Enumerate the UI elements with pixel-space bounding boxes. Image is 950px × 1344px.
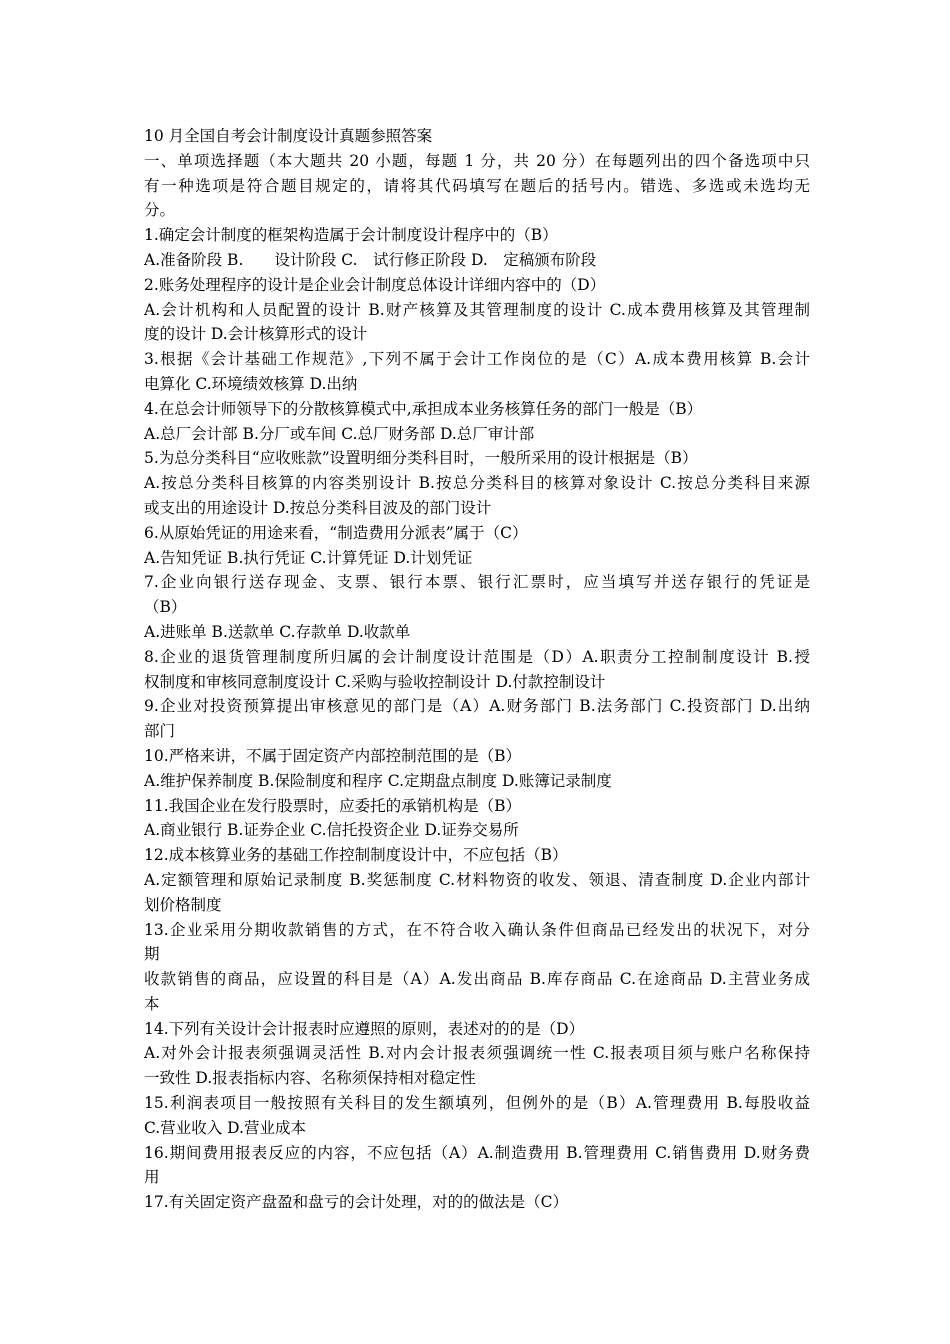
document-title: 10 月全国自考会计制度设计真题参照答案	[144, 127, 433, 145]
text-line: 权制度和审核同意制度设计 C.采购与验收控制设计 D.付款控制设计	[144, 672, 606, 691]
text-line: A.维护保养制度 B.保险制度和程序 C.定期盘点制度 D.账簿记录制度	[144, 771, 612, 790]
document-body	[144, 124, 810, 1215]
text-line: A.按总分类科目核算的内容类别设计 B.按总分类科目的核算对象设计 C.按总分类科目来源	[144, 474, 810, 493]
text-line: 16.期间费用报表反应的内容，不应包括（A）A.制造费用 B.管理费用 C.销售费用 D.财务费	[144, 1143, 810, 1162]
text-line: 用	[144, 1168, 160, 1187]
text-line: 电算化 C.环境绩效核算 D.出纳	[144, 374, 358, 393]
text-line: A.进账单 B.送款单 C.存款单 D.收款单	[144, 622, 411, 641]
text-line: 15.利润表项目一般按照有关科目的发生额填列，但例外的是（B）A.管理费用 B.每股收益	[144, 1094, 810, 1113]
text-line: A.告知凭证 B.执行凭证 C.计算凭证 D.计划凭证	[144, 548, 473, 567]
text-line: 本	[144, 994, 160, 1013]
text-line: 9.企业对投资预算提出审核意见的部门是（A）A.财务部门 B.法务部门 C.投资部门 D.出纳	[144, 697, 810, 716]
text-line: 度的设计 D.会计核算形式的设计	[144, 325, 368, 344]
text-line: 划价格制度	[144, 895, 222, 914]
text-line: 4.在总会计师领导下的分散核算模式中,承担成本业务核算任务的部门一般是（B）	[144, 399, 703, 418]
text-line: 11.我国企业在发行股票时，应委托的承销机构是（B）	[144, 796, 522, 815]
text-line: 2.账务处理程序的设计是企业会计制度总体设计详细内容中的（D）	[144, 275, 606, 294]
text-line: 期	[144, 945, 160, 964]
text-line: A.会计机构和人员配置的设计 B.财产核算及其管理制度的设计 C.成本费用核算及其管理制	[144, 300, 810, 319]
text-line: A.总厂会计部 B.分厂或车间 C.总厂财务部 D.总厂审计部	[144, 424, 535, 443]
text-line: 收款销售的商品，应设置的科目是（A）A.发出商品 B.库存商品 C.在途商品 D.主营业务成	[144, 970, 810, 989]
text-line: 一、单项选择题（本大题共 20 小题，每题 1 分，共 20 分）在每题列出的四个备选项中只	[144, 151, 810, 170]
text-line: 一致性 D.报表指标内容、名称须保持相对稳定性	[144, 1069, 476, 1088]
text-line: A.准备阶段 B. 设计阶段 C. 试行修正阶段 D. 定稿颁布阶段	[144, 250, 597, 269]
text-line: 或支出的用途设计 D.按总分类科目波及的部门设计	[144, 498, 492, 517]
text-line: 7.企业向银行送存现金、支票、银行本票、银行汇票时，应当填写并送存银行的凭证是	[144, 573, 810, 592]
text-line: 6.从原始凭证的用途来看，“制造费用分派表”属于（C）	[144, 523, 528, 542]
text-line: 3.根据《会计基础工作规范》,下列不属于会计工作岗位的是（C）A.成本费用核算 B.会计	[144, 350, 810, 369]
text-line: 部门	[144, 722, 176, 741]
text-line: 17.有关固定资产盘盈和盘亏的会计处理，对的的做法是（C）	[144, 1193, 569, 1212]
text-line: 12.成本核算业务的基础工作控制制度设计中，不应包括（B）	[144, 846, 568, 865]
text-line: 分。	[144, 201, 176, 220]
text-line: 8.企业的退货管理制度所归属的会计制度设计范围是（D）A.职责分工控制制度设计 B.授	[144, 647, 810, 666]
text-line: 13.企业采用分期收款销售的方式，在不符合收入确认条件但商品已经发出的状况下，对分	[144, 920, 810, 939]
text-line: 5.为总分类科目“应收账款”设置明细分类科目时，一般所采用的设计根据是（B）	[144, 449, 698, 468]
text-line: 10.严格来讲，不属于固定资产内部控制范围的是（B）	[144, 746, 522, 765]
text-line: 1.确定会计制度的框架构造属于会计制度设计程序中的（B）	[144, 226, 558, 245]
text-line: A.商业银行 B.证券企业 C.信托投资企业 D.证券交易所	[144, 821, 519, 840]
text-line: A.对外会计报表须强调灵活性 B.对内会计报表须强调统一性 C.报表项目须与账户名称保持	[144, 1044, 810, 1063]
text-line: A.定额管理和原始记录制度 B.奖惩制度 C.材料物资的收发、领退、清查制度 D.企业内部计	[144, 870, 810, 889]
text-line: C.营业收入 D.营业成本	[144, 1118, 306, 1137]
text-line: 14.下列有关设计会计报表时应遵照的原则，表述对的的是（D）	[144, 1019, 585, 1038]
text-line: （B）	[144, 598, 187, 617]
text-line: 有一种选项是符合题目规定的，请将其代码填写在题后的括号内。错选、多选或未选均无	[144, 176, 810, 195]
